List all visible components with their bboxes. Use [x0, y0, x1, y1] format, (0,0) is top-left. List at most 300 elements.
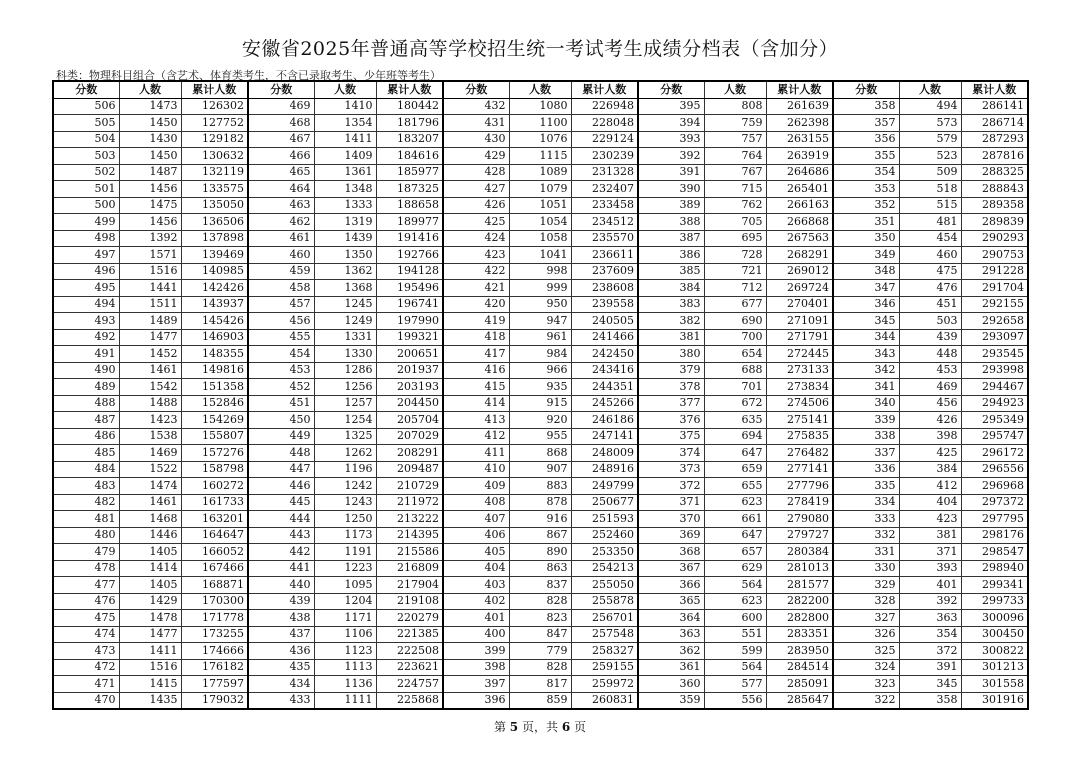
cumulative-cell: 257548: [571, 626, 638, 643]
score-cell: 437: [248, 626, 314, 643]
score-cell: 424: [443, 230, 509, 247]
score-cell: 328: [833, 593, 899, 610]
cumulative-cell: 263919: [766, 148, 833, 165]
cumulative-cell: 263155: [766, 131, 833, 148]
count-cell: 475: [899, 263, 961, 280]
score-cell: 446: [248, 478, 314, 495]
score-cell: 425: [443, 214, 509, 231]
cumulative-cell: 252460: [571, 527, 638, 544]
score-cell: 467: [248, 131, 314, 148]
count-cell: 1423: [119, 412, 181, 429]
score-cell: 502: [53, 164, 119, 181]
score-cell: 396: [443, 692, 509, 709]
score-cell: 504: [53, 131, 119, 148]
count-cell: 1430: [119, 131, 181, 148]
score-cell: 357: [833, 115, 899, 132]
cumulative-cell: 247141: [571, 428, 638, 445]
cumulative-cell: 282200: [766, 593, 833, 610]
count-cell: 647: [704, 527, 766, 544]
score-cell: 503: [53, 148, 119, 165]
count-cell: 1250: [314, 511, 376, 528]
count-cell: 456: [899, 395, 961, 412]
count-cell: 635: [704, 412, 766, 429]
header-score: 分数: [248, 81, 314, 98]
table-row: [53, 560, 1028, 577]
cumulative-cell: 261639: [766, 98, 833, 115]
score-cell: 470: [53, 692, 119, 709]
count-cell: 705: [704, 214, 766, 231]
cumulative-cell: 249799: [571, 478, 638, 495]
count-cell: 1245: [314, 296, 376, 313]
score-cell: 486: [53, 428, 119, 445]
count-cell: 961: [509, 329, 571, 346]
score-cell: 356: [833, 131, 899, 148]
score-cell: 327: [833, 610, 899, 627]
score-cell: 380: [638, 346, 704, 363]
count-cell: 423: [899, 511, 961, 528]
cumulative-cell: 296968: [961, 478, 1028, 495]
table-row: [53, 197, 1028, 214]
cumulative-cell: 146903: [181, 329, 248, 346]
cumulative-cell: 130632: [181, 148, 248, 165]
cumulative-cell: 152846: [181, 395, 248, 412]
cumulative-cell: 298547: [961, 544, 1028, 561]
cumulative-cell: 299733: [961, 593, 1028, 610]
score-cell: 371: [638, 494, 704, 511]
count-cell: 883: [509, 478, 571, 495]
score-cell: 466: [248, 148, 314, 165]
table-row: [53, 115, 1028, 132]
table-row: [53, 676, 1028, 693]
cumulative-cell: 245266: [571, 395, 638, 412]
cumulative-cell: 241466: [571, 329, 638, 346]
count-cell: 1051: [509, 197, 571, 214]
cumulative-cell: 205704: [376, 412, 443, 429]
score-cell: 390: [638, 181, 704, 198]
score-cell: 481: [53, 511, 119, 528]
count-cell: 354: [899, 626, 961, 643]
count-cell: 523: [899, 148, 961, 165]
cumulative-cell: 244351: [571, 379, 638, 396]
table-row: [53, 395, 1028, 412]
cumulative-cell: 184616: [376, 148, 443, 165]
cumulative-cell: 273133: [766, 362, 833, 379]
cumulative-cell: 163201: [181, 511, 248, 528]
cumulative-cell: 297795: [961, 511, 1028, 528]
cumulative-cell: 224757: [376, 676, 443, 693]
score-cell: 499: [53, 214, 119, 231]
count-cell: 1488: [119, 395, 181, 412]
score-cell: 478: [53, 560, 119, 577]
cumulative-cell: 285091: [766, 676, 833, 693]
cumulative-cell: 300096: [961, 610, 1028, 627]
count-cell: 481: [899, 214, 961, 231]
table-row: [53, 610, 1028, 627]
cumulative-cell: 287293: [961, 131, 1028, 148]
score-cell: 326: [833, 626, 899, 643]
count-cell: 1435: [119, 692, 181, 709]
table-row: [53, 214, 1028, 231]
table-row: [53, 692, 1028, 709]
score-cell: 378: [638, 379, 704, 396]
count-cell: 1331: [314, 329, 376, 346]
score-cell: 333: [833, 511, 899, 528]
cumulative-cell: 299341: [961, 577, 1028, 594]
cumulative-cell: 276482: [766, 445, 833, 462]
cumulative-cell: 238608: [571, 280, 638, 297]
count-cell: 907: [509, 461, 571, 478]
cumulative-cell: 286141: [961, 98, 1028, 115]
score-cell: 417: [443, 346, 509, 363]
score-cell: 358: [833, 98, 899, 115]
score-cell: 433: [248, 692, 314, 709]
count-cell: 623: [704, 494, 766, 511]
score-cell: 485: [53, 445, 119, 462]
count-cell: 1204: [314, 593, 376, 610]
score-cell: 324: [833, 659, 899, 676]
cumulative-cell: 286714: [961, 115, 1028, 132]
count-cell: 779: [509, 643, 571, 660]
score-cell: 397: [443, 676, 509, 693]
score-cell: 490: [53, 362, 119, 379]
count-cell: 454: [899, 230, 961, 247]
cumulative-cell: 167466: [181, 560, 248, 577]
category-subtitle: 科类：物理科目组合（含艺术、体育类考生，不含已录取考生、少年班等考生）: [56, 69, 441, 82]
table-row: [53, 98, 1028, 115]
count-cell: 384: [899, 461, 961, 478]
score-cell: 372: [638, 478, 704, 495]
cumulative-cell: 192766: [376, 247, 443, 264]
count-cell: 412: [899, 478, 961, 495]
count-cell: 916: [509, 511, 571, 528]
table-row: [53, 511, 1028, 528]
cumulative-cell: 223621: [376, 659, 443, 676]
cumulative-cell: 292658: [961, 313, 1028, 330]
score-cell: 388: [638, 214, 704, 231]
count-cell: 1257: [314, 395, 376, 412]
count-cell: 1487: [119, 164, 181, 181]
score-cell: 432: [443, 98, 509, 115]
count-cell: 1254: [314, 412, 376, 429]
score-cell: 402: [443, 593, 509, 610]
cumulative-cell: 297372: [961, 494, 1028, 511]
cumulative-cell: 179032: [181, 692, 248, 709]
score-cell: 392: [638, 148, 704, 165]
count-cell: 393: [899, 560, 961, 577]
cumulative-cell: 277796: [766, 478, 833, 495]
score-cell: 411: [443, 445, 509, 462]
score-cell: 389: [638, 197, 704, 214]
score-cell: 367: [638, 560, 704, 577]
count-cell: 1456: [119, 214, 181, 231]
score-cell: 482: [53, 494, 119, 511]
cumulative-cell: 283351: [766, 626, 833, 643]
count-cell: 915: [509, 395, 571, 412]
cumulative-cell: 176182: [181, 659, 248, 676]
score-cell: 399: [443, 643, 509, 660]
cumulative-cell: 232407: [571, 181, 638, 198]
cumulative-cell: 300822: [961, 643, 1028, 660]
count-cell: 966: [509, 362, 571, 379]
table-row: [53, 329, 1028, 346]
cumulative-cell: 126302: [181, 98, 248, 115]
score-cell: 462: [248, 214, 314, 231]
cumulative-cell: 254213: [571, 560, 638, 577]
count-cell: 654: [704, 346, 766, 363]
count-cell: 688: [704, 362, 766, 379]
header-count: 人数: [704, 81, 766, 98]
count-cell: 767: [704, 164, 766, 181]
count-cell: 1249: [314, 313, 376, 330]
count-cell: 672: [704, 395, 766, 412]
count-cell: 1474: [119, 478, 181, 495]
cumulative-cell: 296172: [961, 445, 1028, 462]
count-cell: 573: [899, 115, 961, 132]
count-cell: 439: [899, 329, 961, 346]
score-cell: 480: [53, 527, 119, 544]
score-cell: 373: [638, 461, 704, 478]
count-cell: 1477: [119, 626, 181, 643]
cumulative-cell: 248916: [571, 461, 638, 478]
score-cell: 461: [248, 230, 314, 247]
cumulative-cell: 250677: [571, 494, 638, 511]
count-cell: 372: [899, 643, 961, 660]
score-cell: 362: [638, 643, 704, 660]
score-cell: 400: [443, 626, 509, 643]
cumulative-cell: 171778: [181, 610, 248, 627]
table-row: [53, 164, 1028, 181]
score-cell: 488: [53, 395, 119, 412]
count-cell: 1414: [119, 560, 181, 577]
table-header-row: [53, 81, 1028, 98]
count-cell: 715: [704, 181, 766, 198]
cumulative-cell: 237609: [571, 263, 638, 280]
count-cell: 623: [704, 593, 766, 610]
cumulative-cell: 148355: [181, 346, 248, 363]
cumulative-cell: 295747: [961, 428, 1028, 445]
count-cell: 1516: [119, 263, 181, 280]
cumulative-cell: 229124: [571, 131, 638, 148]
cumulative-cell: 168871: [181, 577, 248, 594]
score-cell: 384: [638, 280, 704, 297]
footer-page-number: 5: [509, 720, 519, 734]
score-cell: 369: [638, 527, 704, 544]
count-cell: 1522: [119, 461, 181, 478]
cumulative-cell: 256701: [571, 610, 638, 627]
cumulative-cell: 296556: [961, 461, 1028, 478]
count-cell: 1123: [314, 643, 376, 660]
cumulative-cell: 275835: [766, 428, 833, 445]
score-cell: 343: [833, 346, 899, 363]
cumulative-cell: 200651: [376, 346, 443, 363]
score-cell: 436: [248, 643, 314, 660]
count-cell: 1469: [119, 445, 181, 462]
count-cell: 1242: [314, 478, 376, 495]
page-title: 安徽省2025年普通高等学校招生统一考试考生成绩分档表（含加分）: [241, 38, 839, 60]
count-cell: 1089: [509, 164, 571, 181]
cumulative-cell: 272445: [766, 346, 833, 363]
cumulative-cell: 269012: [766, 263, 833, 280]
count-cell: 1450: [119, 115, 181, 132]
count-cell: 551: [704, 626, 766, 643]
cumulative-cell: 142426: [181, 280, 248, 297]
score-cell: 342: [833, 362, 899, 379]
cumulative-cell: 136506: [181, 214, 248, 231]
score-cell: 505: [53, 115, 119, 132]
header-cumulative: 累计人数: [181, 81, 248, 98]
count-cell: 1362: [314, 263, 376, 280]
count-cell: 600: [704, 610, 766, 627]
cumulative-cell: 258327: [571, 643, 638, 660]
count-cell: 955: [509, 428, 571, 445]
count-cell: 579: [899, 131, 961, 148]
score-cell: 472: [53, 659, 119, 676]
count-cell: 817: [509, 676, 571, 693]
cumulative-cell: 269724: [766, 280, 833, 297]
cumulative-cell: 230239: [571, 148, 638, 165]
score-cell: 350: [833, 230, 899, 247]
count-cell: 721: [704, 263, 766, 280]
count-cell: 1325: [314, 428, 376, 445]
table-row: [53, 478, 1028, 495]
table-row: [53, 247, 1028, 264]
score-cell: 401: [443, 610, 509, 627]
count-cell: 518: [899, 181, 961, 198]
cumulative-cell: 266163: [766, 197, 833, 214]
score-cell: 491: [53, 346, 119, 363]
count-cell: 657: [704, 544, 766, 561]
table-row: [53, 461, 1028, 478]
page-footer: [0, 718, 1080, 735]
cumulative-cell: 233458: [571, 197, 638, 214]
count-cell: 448: [899, 346, 961, 363]
score-cell: 355: [833, 148, 899, 165]
cumulative-cell: 204450: [376, 395, 443, 412]
header-score: 分数: [833, 81, 899, 98]
header-score: 分数: [53, 81, 119, 98]
header-cumulative: 累计人数: [961, 81, 1028, 98]
count-cell: 828: [509, 659, 571, 676]
score-cell: 464: [248, 181, 314, 198]
count-cell: 950: [509, 296, 571, 313]
cumulative-cell: 271791: [766, 329, 833, 346]
score-cell: 338: [833, 428, 899, 445]
score-cell: 415: [443, 379, 509, 396]
cumulative-cell: 185977: [376, 164, 443, 181]
table-row: [53, 263, 1028, 280]
score-cell: 337: [833, 445, 899, 462]
cumulative-cell: 248009: [571, 445, 638, 462]
score-cell: 447: [248, 461, 314, 478]
cumulative-cell: 161733: [181, 494, 248, 511]
count-cell: 1080: [509, 98, 571, 115]
cumulative-cell: 239558: [571, 296, 638, 313]
count-cell: 695: [704, 230, 766, 247]
cumulative-cell: 284514: [766, 659, 833, 676]
score-cell: 444: [248, 511, 314, 528]
table-row: [53, 428, 1028, 445]
cumulative-cell: 158798: [181, 461, 248, 478]
cumulative-cell: 301213: [961, 659, 1028, 676]
count-cell: 867: [509, 527, 571, 544]
score-cell: 346: [833, 296, 899, 313]
footer-prefix: 第: [493, 720, 506, 734]
cumulative-cell: 213222: [376, 511, 443, 528]
cumulative-cell: 243416: [571, 362, 638, 379]
score-cell: 364: [638, 610, 704, 627]
score-cell: 487: [53, 412, 119, 429]
cumulative-cell: 270401: [766, 296, 833, 313]
count-cell: 1223: [314, 560, 376, 577]
score-cell: 469: [248, 98, 314, 115]
score-cell: 336: [833, 461, 899, 478]
score-cell: 429: [443, 148, 509, 165]
count-cell: 935: [509, 379, 571, 396]
count-cell: 509: [899, 164, 961, 181]
score-cell: 366: [638, 577, 704, 594]
score-cell: 434: [248, 676, 314, 693]
cumulative-cell: 207029: [376, 428, 443, 445]
score-cell: 344: [833, 329, 899, 346]
count-cell: 1461: [119, 494, 181, 511]
score-cell: 383: [638, 296, 704, 313]
table-row: [53, 296, 1028, 313]
footer-suffix: 页: [574, 720, 587, 734]
table-row: [53, 494, 1028, 511]
score-cell: 404: [443, 560, 509, 577]
cumulative-cell: 278419: [766, 494, 833, 511]
score-cell: 460: [248, 247, 314, 264]
cumulative-cell: 293097: [961, 329, 1028, 346]
count-cell: 1113: [314, 659, 376, 676]
cumulative-cell: 300450: [961, 626, 1028, 643]
cumulative-cell: 273834: [766, 379, 833, 396]
cumulative-cell: 174666: [181, 643, 248, 660]
cumulative-cell: 170300: [181, 593, 248, 610]
score-cell: 329: [833, 577, 899, 594]
cumulative-cell: 160272: [181, 478, 248, 495]
cumulative-cell: 253350: [571, 544, 638, 561]
score-cell: 449: [248, 428, 314, 445]
cumulative-cell: 293998: [961, 362, 1028, 379]
count-cell: 1243: [314, 494, 376, 511]
score-cell: 431: [443, 115, 509, 132]
score-cell: 341: [833, 379, 899, 396]
count-cell: 1405: [119, 544, 181, 561]
cumulative-cell: 290293: [961, 230, 1028, 247]
score-cell: 477: [53, 577, 119, 594]
count-cell: 1429: [119, 593, 181, 610]
count-cell: 1475: [119, 197, 181, 214]
score-cell: 410: [443, 461, 509, 478]
cumulative-cell: 129182: [181, 131, 248, 148]
score-cell: 451: [248, 395, 314, 412]
cumulative-cell: 140985: [181, 263, 248, 280]
count-cell: 451: [899, 296, 961, 313]
count-cell: 1350: [314, 247, 376, 264]
count-cell: 690: [704, 313, 766, 330]
count-cell: 1468: [119, 511, 181, 528]
count-cell: 1171: [314, 610, 376, 627]
cumulative-cell: 274506: [766, 395, 833, 412]
cumulative-cell: 225868: [376, 692, 443, 709]
count-cell: 1095: [314, 577, 376, 594]
cumulative-cell: 279727: [766, 527, 833, 544]
count-cell: 1439: [314, 230, 376, 247]
header-score: 分数: [638, 81, 704, 98]
score-cell: 381: [638, 329, 704, 346]
cumulative-cell: 137898: [181, 230, 248, 247]
